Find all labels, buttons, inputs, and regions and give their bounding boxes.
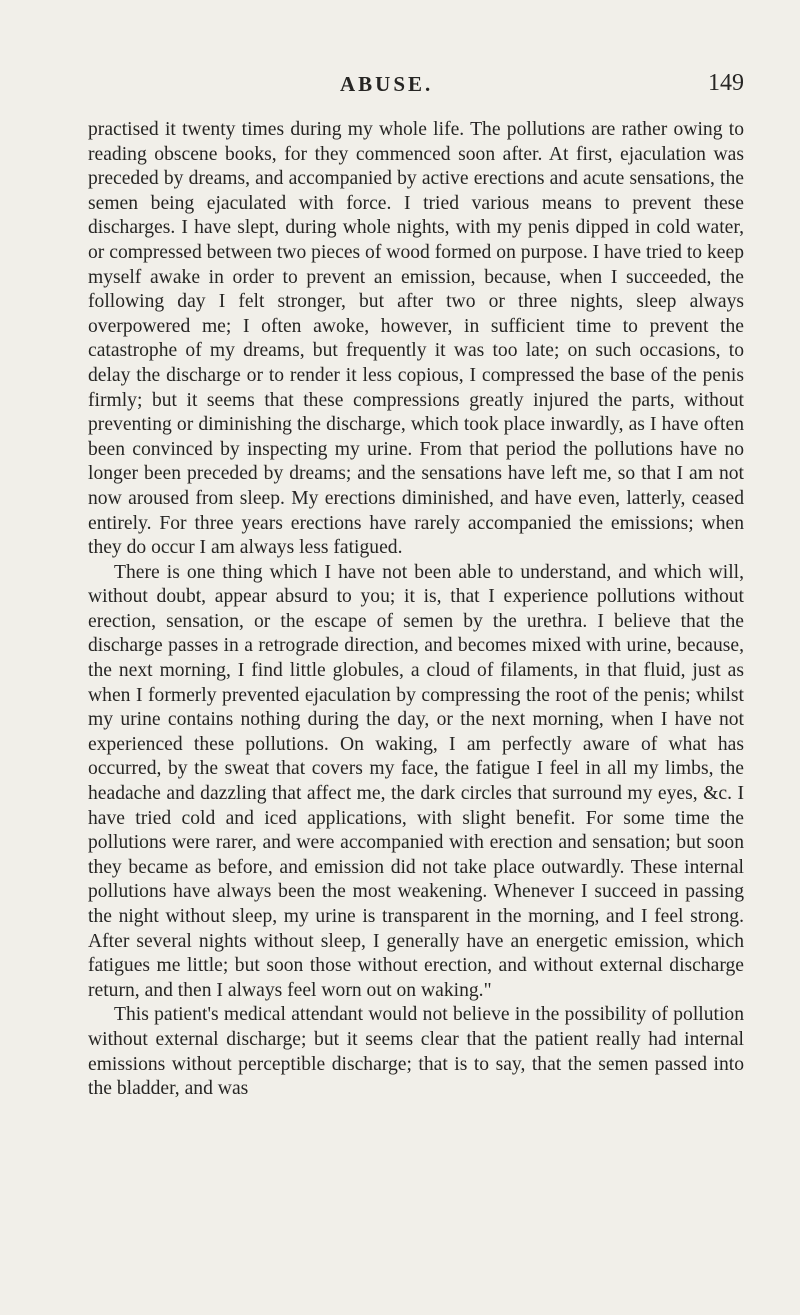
body-text (88, 118, 744, 1102)
page-number: 149 (708, 70, 744, 96)
paragraph: practised it twenty times during my whole life. The pollutions are rather owing to reading obscene books, for they commenced soon after. At first, ejaculation was preceded by dreams, and accompanied by active erections and acute sensations, the semen being ejaculated with force. I tried various means to prevent these discharges. I have slept, during whole nights, with my penis dipped in cold water, or compressed between two pieces of wood formed on purpose. I have tried to keep myself awake in order to prevent an emission, because, when I succeeded, the following day I felt stronger, but after two or three nights, sleep always overpowered me; I often awoke, however, in sufficient time to prevent the catastrophe of my dreams, but frequently it was too late; on such occasions, to delay the discharge or to render it less copious, I compressed the base of the penis firmly; but it seems that these compressions greatly injured the parts, without preventing or diminishing the discharge, which took place inwardly, as I have often been convinced by inspecting my urine. From that period the pollutions have no longer been preceded by dreams; and the sensations have left me, so that I am not now aroused from sleep. My erections diminished, and have even, latterly, ceased entirely. For three years erections have rarely accompanied the emissions; when they do occur I am always less fatigued. (88, 119, 744, 559)
paragraph: There is one thing which I have not been able to understand, and which will, without doubt, appear absurd to you; it is, that I experience pollutions without erection, sensation, or the escape of semen by the urethra. I believe that the discharge passes in a retrograde direction, and becomes mixed with urine, because, the next morning, I find little globules, a cloud of filaments, in that fluid, just as when I formerly prevented ejaculation by compressing the root of the penis; whilst my urine contains nothing during the day, or the next morning, when I have not experienced these pollutions. On waking, I am perfectly aware of what has occurred, by the sweat that covers my face, the fatigue I feel in all my limbs, the headache and dazzling that affect me, the dark circles that surround my eyes, &c. I have tried cold and iced applications, with slight benefit. For some time the pollutions were rarer, and were accompanied with erection and sensation; but soon they became as before, and emission did not take place outwardly. These internal pollutions have always been the most weakening. Whenever I succeed in passing the night without sleep, my urine is transparent in the morning, and I feel strong. After several nights without sleep, I generally have an energetic emission, which fatigues me little; but soon those without erection, and without external discharge return, and then I always feel worn out on waking." (88, 561, 744, 1001)
running-head: ABUSE. (340, 72, 434, 96)
paragraph: This patient's medical attendant would not believe in the possibility of pollution without external discharge; but it seems clear that the patient really had internal emissions without perceptible discharge; that is to say, that the semen passed into the bladder, and was (88, 1004, 744, 1100)
page-header (0, 72, 800, 102)
